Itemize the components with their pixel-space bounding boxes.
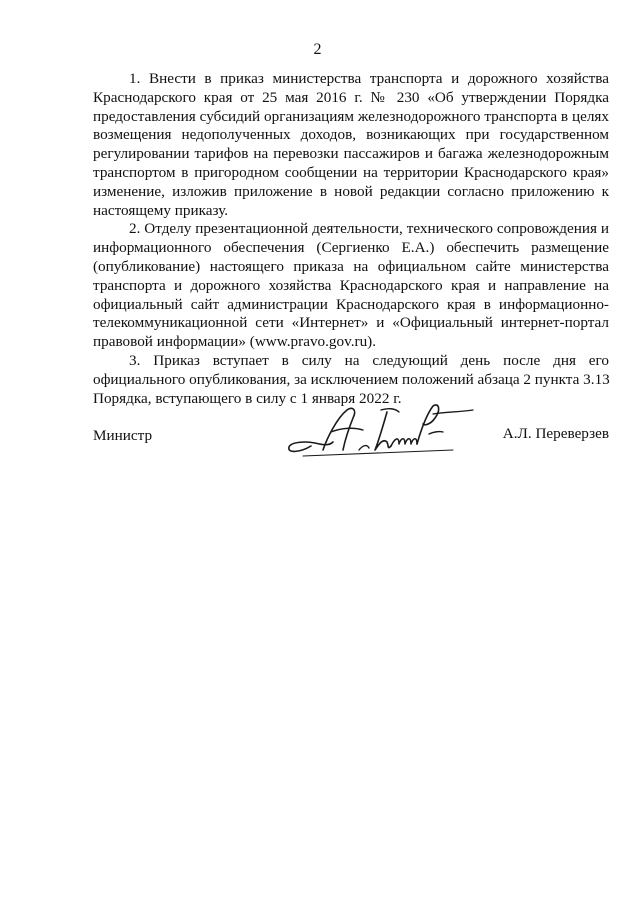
paragraph-1: [93, 70, 609, 220]
handwritten-signature: [283, 400, 483, 462]
text-line: официальный сайт администрации Краснодарского края в информационно-: [93, 295, 609, 313]
signer-position: Министр: [93, 427, 153, 444]
text-line: предоставления субсидий организациям железнодорожного транспорта в целях: [93, 107, 609, 125]
text-line: информационного обеспечения (Сергиенко Е.А.) обеспечить размещение: [93, 239, 609, 257]
text-line: (опубликование) настоящего приказа на официальном сайте министерства: [93, 257, 609, 275]
signer-name: А.Л. Переверзев: [502, 425, 609, 442]
document-body: [93, 70, 609, 408]
text-line: транспортом в пригородном сообщении на территории Краснодарского края»: [93, 163, 609, 181]
text-line: изменение, изложив приложение в новой редакции согласно приложению к: [93, 182, 609, 200]
page-number: 2: [313, 41, 322, 58]
signature-block: [93, 400, 609, 470]
text-line: правовой информации» (www.pravo.gov.ru).: [93, 333, 377, 351]
text-line: Краснодарского края от 25 мая 2016 г. № 230 «Об утверждении Порядка: [93, 88, 609, 106]
text-line: официального опубликования, за исключением положений абзаца 2 пункта 3.13: [93, 370, 610, 388]
text-line: возмещения недополученных доходов, возникающих при государственном: [93, 126, 609, 144]
text-line: транспорта и дорожного хозяйства Краснодарского края и направление на: [93, 276, 609, 294]
text-line: 1. Внести в приказ министерства транспорта и дорожного хозяйства: [129, 70, 609, 87]
paragraph-2: [93, 220, 609, 352]
text-line: 3. Приказ вступает в силу на следующий день после дня его: [129, 351, 609, 369]
text-line: регулировании тарифов на перевозки пассажиров и багажа железнодорожным: [93, 145, 609, 163]
text-line: Порядка, вступающего в силу с 1 января 2022 г.: [93, 389, 402, 407]
text-line: 2. Отделу презентационной деятельности, технического сопровождения и: [129, 220, 609, 238]
text-line: настоящему приказу.: [93, 201, 229, 219]
text-line: телекоммуникационной сети «Интернет» и «Официальный интернет-портал: [93, 314, 609, 332]
